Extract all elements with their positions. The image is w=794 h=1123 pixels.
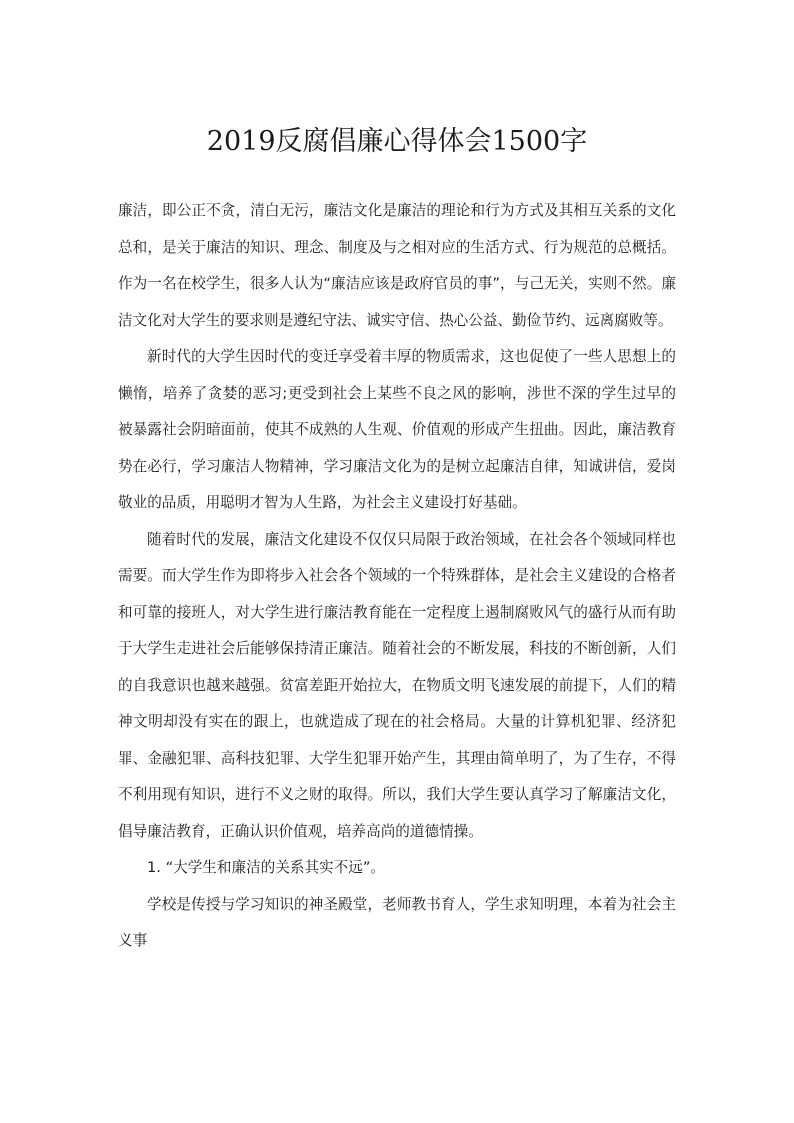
document-body xyxy=(118,193,676,960)
paragraph-development: 随着时代的发展，廉洁文化建设不仅仅只局限于政治领域，在社会各个领域同样也需要。而大学生作为即将步入社会各个领域的一个特殊群体，是社会主义建设的合格者和可靠的接班人，对大学生进行廉洁教育能在一定程度上遏制腐败风气的盛行从而有助于大学生走进社会后能够保持清正廉洁。随着社会的不断发展，科技的不断创新，人们的自我意识也越来越强。贫富差距开始拉大，在物质文明飞速发展的前提下，人们的精神文明却没有实在的跟上，也就造成了现在的社会格局。大量的计算机犯罪、经济犯罪、金融犯罪、高科技犯罪、大学生犯罪开始产生，其理由简单明了，为了生存，不得不利用现有知识，进行不义之财的取得。所以，我们大学生要认真学习了解廉洁文化，倡导廉洁教育，正确认识价值观，培养高尚的道德情操。 xyxy=(118,530,676,840)
paragraph-intro: 廉洁，即公正不贪，清白无污，廉洁文化是廉洁的理论和行为方式及其相互关系的文化总和，是关于廉洁的知识、理念、制度及与之相对应的生活方式、行为规范的总概括。作为一名在校学生，很多人认为“廉洁应该是政府官员的事”，与己无关，实则不然。廉洁文化对大学生的要求则是遵纪守法、诚实守信、热心公益、勤俭节约、远离腐败等。 xyxy=(118,202,676,329)
paragraph-school: 学校是传授与学习知识的神圣殿堂，老师教书育人，学生求知明理，本着为社会主义事 xyxy=(118,895,676,949)
paragraph-new-era: 新时代的大学生因时代的变迁享受着丰厚的物质需求，这也促使了一些人思想上的懒惰，培养了贪婪的恶习;更受到社会上某些不良之风的影响，涉世不深的学生过早的被暴露社会阴暗面前，使其不成熟的人生观、价值观的形成产生扭曲。因此，廉洁教育势在必行，学习廉洁人物精神，学习廉洁文化为的是树立起廉洁自律，知诚讲信，爱岗敬业的品质，用聪明才智为人生路，为社会主义建设打好基础。 xyxy=(118,348,676,511)
document-title: 2019反腐倡廉心得体会1500字 xyxy=(206,126,588,157)
list-item-1: 1. “大学生和廉洁的关系其实不远”。 xyxy=(147,859,385,876)
